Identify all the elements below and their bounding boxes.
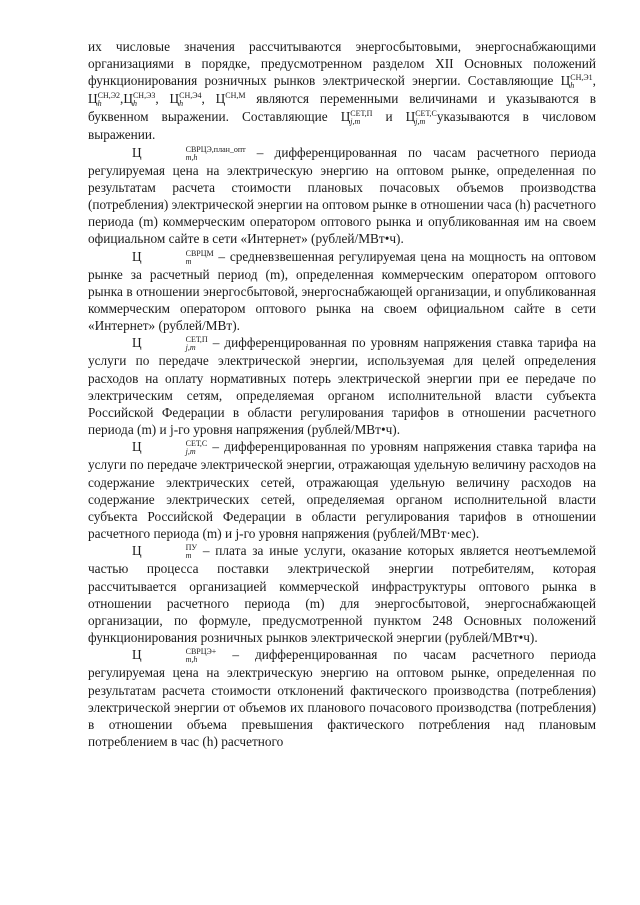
text-run: , [592,73,596,89]
price-symbol [340,109,373,127]
text-run: , [201,91,216,107]
symbol-subscript: m,h [185,655,198,665]
symbol-subscript: h [132,99,137,109]
symbol-subscript: h [570,81,575,91]
text-run: являются переменными величинами и указываются в буквенном выражении. Составляющие [88,91,596,125]
text-run: – средневзвешенная регулируемая цена на мощность на оптовом рынке за расчетный период (m), определенная коммерческим оператором оптового рынка в отношении энергосбытовой, энергоснабжающей организации, и опубликованная коммерческим оператором оптового рынка на своем официальном сайте в сети «Интернет» (рублей/МВт). [88,248,596,334]
price-symbol [123,91,156,109]
symbol-subscript: j,m [185,447,196,457]
paragraph-p3 [88,248,596,335]
price-symbol [405,109,437,127]
price-symbol [132,647,217,665]
symbol-subscript: j,m [415,117,426,127]
price-symbol [132,335,208,353]
text-run: – дифференцированная по часам расчетного периода регулируемая цена на электрическую энергию на оптовом рынке, определенная по результатам расчета стоимости отклонений фактического производства (потребления) электрической энергии от объемов их планового почасового производства (потребления) в отношении объема превышения фактического потребления над плановым потреблением в час (h) расчетного [88,647,596,750]
paragraph-p4 [88,334,596,438]
paragraph-p6 [88,542,596,646]
price-symbol [132,145,246,160]
symbol-subscript: h [97,99,102,109]
symbol-base: Ц [132,144,142,160]
text-run: – плата за иные услуги, оказание которых является неотъемлемой частью процесса поставки электрической энергии потребителям, которая рассчитывается организацией коммерческой инфраструктуры оптового рынка в отношении расчетного периода (m) для энергосбытовой, энергоснабжающей организации, по формуле, предусмотренной пунктом 248 Основных положений функционирования розничных рынков электрической энергии (рублей/МВт•ч). [88,543,596,646]
symbol-base: Ц [215,91,226,107]
text-run: , [120,91,124,107]
symbol-superscript: СН,Э1 [570,73,593,83]
symbol-superscript: СН,М [225,91,246,101]
symbol-subscript: m [185,551,192,561]
price-symbol [216,91,246,106]
paragraph-p5 [88,438,596,542]
price-symbol [132,439,208,457]
symbol-subscript: j,m [350,117,361,127]
text-run: – дифференцированная по часам расчетного периода регулируемая цена на электрическую энергию на оптовом рынке, определенная по результатам расчета стоимости плановых почасовых объемов производства (потребления) электрической энергии на оптовом рынке в отношении часа (h) расчетного периода (m) коммерческим оператором оптового рынка и опубликованная им на своем официальном сайте в сети «Интернет» (рублей/МВт•ч). [88,144,596,247]
symbol-superscript: СН,Э4 [179,91,202,101]
price-symbol [88,91,121,109]
symbol-base: Ц [169,91,180,107]
text-run: их числовые значения рассчитываются энергосбытовыми, энергоснабжающими организациями в порядке, предусмотренном разделом XII Основных положений функционирования розничных рынков электрической энергии. Составляющие [88,39,596,89]
price-symbol [560,73,593,91]
symbol-superscript: СВРЦМ [185,248,214,258]
symbol-subscript: j,m [185,343,196,353]
symbol-base: Ц [123,91,133,107]
symbol-subscript: m,h [185,152,198,162]
price-symbol [132,249,214,264]
text-run: и [372,109,406,125]
symbol-base: Ц [132,335,142,351]
symbol-superscript: СН,Э2 [97,91,121,101]
symbol-superscript: СВРЦЭ,план_опт [185,144,246,154]
price-symbol [132,543,198,561]
text-run: указываются в числовом выражении. [88,109,596,143]
text-run: , [155,91,170,107]
symbol-subscript: m [185,256,192,266]
symbol-superscript: СН,Э3 [132,91,156,101]
symbol-superscript: СЕТ,П [185,335,208,345]
symbol-base: Ц [132,439,142,455]
symbol-superscript: СЕТ,С [415,109,437,119]
symbol-base: Ц [132,543,142,559]
symbol-subscript: h [179,99,184,109]
text-run: – дифференцированная по уровням напряжения ставка тарифа на услуги по передаче электрической энергии, используемая для целей определения расходов на оплату нормативных потерь электрической энергии при ее передаче по электрическим сетям, определяемая органом исполнительной власти субъекта Российской Федерации в области регулирования тарифов в отношении расчетного периода (m) и j-го уровня напряжения (рублей/МВт•ч). [88,335,596,438]
paragraph-p7 [88,646,596,750]
symbol-subscript [225,100,245,108]
symbol-base: Ц [132,248,142,264]
paragraph-p1 [88,38,596,144]
symbol-base: Ц [560,73,571,89]
document-page [88,38,596,751]
price-symbol [169,91,202,109]
symbol-superscript: ПУ [185,543,198,553]
symbol-superscript: СЕТ,С [185,439,208,449]
symbol-base: Ц [405,109,416,125]
text-run: – дифференцированная по уровням напряжения ставка тарифа на услуги по передаче электрической энергии, отражающая удельную величину расходов на содержание электрических сетей, отражающая удельную величину расходов на содержание электрических сетей, определяемая органом исполнительной власти субъекта Российской Федерации в области регулирования тарифов в отношении расчетного периода (m) и j-го уровня напряжения (рублей/МВт·мес). [88,439,596,542]
symbol-superscript: СЕТ,П [350,109,373,119]
symbol-base: Ц [88,91,98,107]
symbol-base: Ц [340,109,351,125]
symbol-base: Ц [132,647,142,663]
paragraph-p2 [88,144,596,248]
symbol-superscript: СВРЦЭ+ [185,647,217,657]
